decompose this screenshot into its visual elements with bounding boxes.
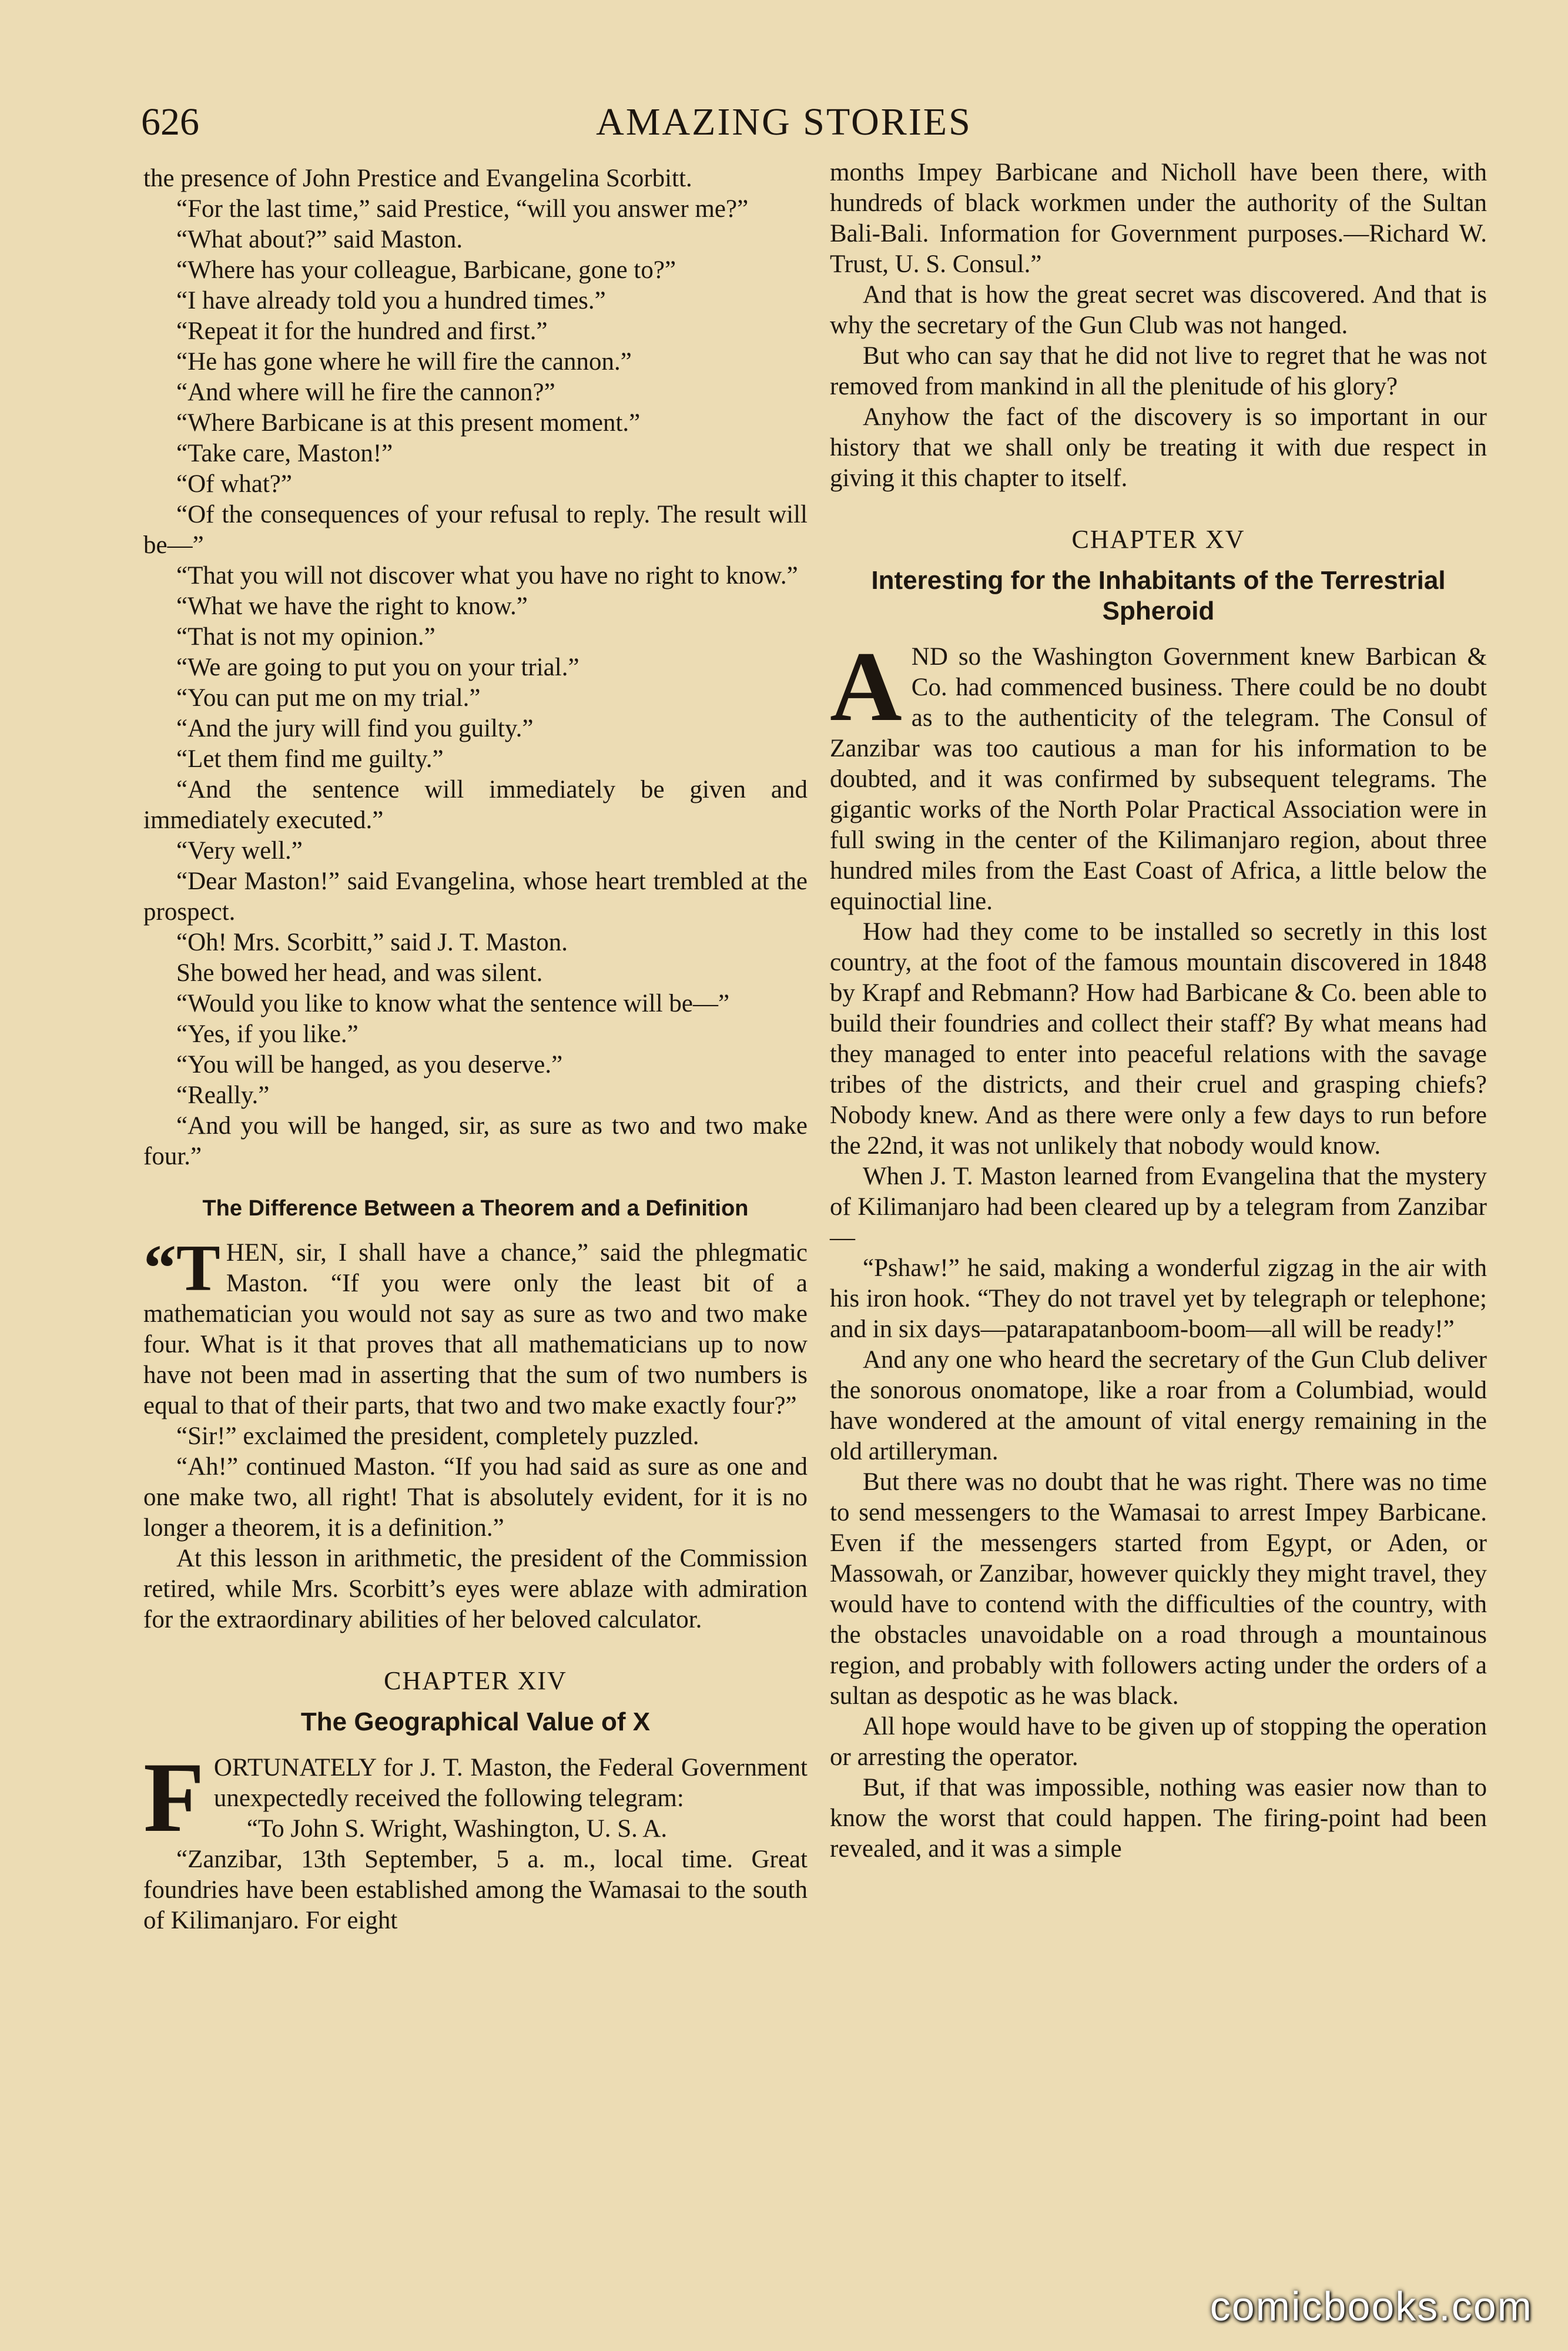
paragraph: “Ah!” continued Maston. “If you had said as sure as one and one make two, all right! That is absolutely evident, for it is no longer a theorem, it is a definition.” xyxy=(143,1453,808,1542)
paragraph: “Oh! Mrs. Scorbitt,” said J. T. Maston. xyxy=(176,929,568,956)
paragraph: “And the jury will find you guilty.” xyxy=(176,715,534,742)
running-title: AMAZING STORIES xyxy=(596,101,972,143)
paragraph: “And the sentence will immediately be given and immediately executed.” xyxy=(143,776,808,834)
paragraph: the presence of John Prestice and Evangelina Scorbitt. xyxy=(143,165,692,192)
paragraph: “What we have the right to know.” xyxy=(176,592,528,620)
paragraph: “Where Barbicane is at this present moment.” xyxy=(176,409,641,437)
paragraph: At this lesson in arithmetic, the president of the Commission retired, while Mrs. Scorbitt’s eyes were ablaze with admiration for the extraordinary abilities of her beloved calculator. xyxy=(143,1545,808,1633)
page-header xyxy=(0,100,1568,165)
paragraph: “You will be hanged, as you deserve.” xyxy=(176,1051,563,1079)
section-first-paragraph xyxy=(143,1232,808,1421)
drop-cap: “T xyxy=(143,1232,220,1305)
paragraph: “Sir!” exclaimed the president, completely puzzled. xyxy=(176,1422,699,1450)
paragraph: “Pshaw!” he said, making a wonderful zigzag in the air with his iron hook. “They do not travel yet by telegraph or telephone; and in six days—patarapatanboom-boom—all will be ready!” xyxy=(830,1254,1487,1343)
paragraph: “That is not my opinion.” xyxy=(176,623,435,651)
paragraph-text: ORTUNATELY for J. T. Maston, the Federal Government unexpectedly received the following telegram: xyxy=(213,1754,808,1812)
paragraph: “To John S. Wright, Washington, U. S. A. xyxy=(246,1815,668,1843)
paragraph: “Take care, Maston!” xyxy=(176,440,393,467)
paragraph: “Where has your colleague, Barbicane, gone to?” xyxy=(176,256,676,284)
paragraph: “What about?” said Maston. xyxy=(176,226,463,253)
paragraph: months Impey Barbicane and Nicholl have been there, with hundreds of black workmen under the authority of the Sultan Bali-Bali. Information for Government purposes.—Richard W. Trust, U. S. Consul.” xyxy=(830,159,1487,278)
paragraph: “For the last time,” said Prestice, “will you answer me?” xyxy=(176,195,749,223)
paragraph: When J. T. Maston learned from Evangelina that the mystery of Kilimanjaro had been cleared up by a telegram from Zanzibar— xyxy=(830,1163,1487,1251)
paragraph: “He has gone where he will fire the cannon.” xyxy=(176,348,632,376)
chapter-number: CHAPTER XV xyxy=(1071,525,1245,554)
paragraph: “Of the consequences of your refusal to reply. The result will be—” xyxy=(143,501,808,559)
paragraph: And any one who heard the secretary of the Gun Club deliver the sonorous onomatope, like a roar from a Columbiad, would have wondered at the amount of vital energy remaining in the old artilleryman. xyxy=(830,1346,1487,1465)
paragraph: But there was no doubt that he was right. There was no time to send messengers to the Wamasai to arrest Impey Barbicane. Even if the messengers started from Egypt, or Aden, or Massowah, or Zanzibar, however quickly they might travel, they would have to contend with the difficulties of the country, with the obstacles unavoidable on a road through a mountainous region, and probably with followers acting under the orders of a sultan as despotic as he was black. xyxy=(830,1468,1487,1710)
paragraph: But, if that was impossible, nothing was easier now than to know the worst that could happen. The firing-point had been revealed, and it was a simple xyxy=(830,1774,1487,1863)
section-heading: The Difference Between a Theorem and a Definition xyxy=(202,1196,749,1221)
chapter-title: The Geographical Value of X xyxy=(300,1707,651,1736)
drop-cap: A xyxy=(830,631,902,742)
page-number: 626 xyxy=(141,101,199,143)
paragraph: “Yes, if you like.” xyxy=(176,1020,359,1048)
left-column xyxy=(143,163,808,1936)
site-watermark: comicbooks.com xyxy=(1209,2283,1533,2329)
right-column xyxy=(830,158,1487,1864)
drop-cap: F xyxy=(143,1742,205,1853)
paragraph: But who can say that he did not live to regret that he was not removed from mankind in all the plenitude of his glory? xyxy=(830,342,1487,400)
paragraph: “And you will be hanged, sir, as sure as two and two make four.” xyxy=(143,1112,808,1170)
paragraph: And that is how the great secret was discovered. And that is why the secretary of the Gun Club was not hanged. xyxy=(830,281,1487,339)
paragraph-text: ND so the Washington Government knew Barbican & Co. had commenced business. There could be no doubt as to the authenticity of the telegram. The Consul of Zanzibar was too cautious a man for his information to be doubted, and it was confirmed by subsequent telegrams. The gigantic works of the North Polar Practical Association were in full swing in the center of the Kilimanjaro region, about three hundred miles from the East Coast of Africa, a little below the equinoctial line. xyxy=(830,643,1487,915)
paragraph: “Would you like to know what the sentence will be—” xyxy=(176,990,730,1017)
paragraph: She bowed her head, and was silent. xyxy=(176,959,543,987)
paragraph: Anyhow the fact of the discovery is so important in our history that we shall only be treating it with due respect in giving it this chapter to itself. xyxy=(830,403,1487,492)
paragraph: “We are going to put you on your trial.” xyxy=(176,654,579,681)
paragraph: “Let them find me guilty.” xyxy=(176,745,444,773)
paragraph: “Zanzibar, 13th September, 5 a. m., local time. Great foundries have been established among the Wamasai to the south of Kilimanjaro. For eight xyxy=(143,1846,808,1934)
paragraph: All hope would have to be given up of stopping the operation or arresting the operator. xyxy=(830,1713,1487,1771)
paragraph: “Very well.” xyxy=(176,837,303,865)
paragraph: “And where will he fire the cannon?” xyxy=(176,379,555,406)
chapter-first-paragraph xyxy=(830,631,1487,917)
paragraph: “Of what?” xyxy=(176,470,292,498)
paragraph: “Really.” xyxy=(176,1081,270,1109)
chapter-title: Interesting for the Inhabitants of the Terrestrial Spheroid xyxy=(871,566,1446,625)
paragraph: “Repeat it for the hundred and first.” xyxy=(176,317,548,345)
left-dialogue-block xyxy=(143,163,808,1172)
chapter-number: CHAPTER XIV xyxy=(384,1666,567,1695)
paragraph: “That you will not discover what you have no right to know.” xyxy=(176,562,798,590)
paragraph: How had they come to be installed so secretly in this lost country, at the foot of the famous mountain discovered in 1848 by Krapf and Rebmann? How had Barbicane & Co. been able to build their foundries and collect their staff? By what means had they managed to enter into peaceful relations with the savage tribes of the districts, and their cruel and grasping chiefs? Nobody knew. And as there were only a few days to run before the 22nd, it was not unlikely that nobody would know. xyxy=(830,918,1487,1160)
paragraph: “I have already told you a hundred times.” xyxy=(176,287,606,314)
paragraph: “You can put me on my trial.” xyxy=(176,684,481,712)
paragraph: “Dear Maston!” said Evangelina, whose heart trembled at the prospect. xyxy=(143,868,808,926)
paragraph-text: HEN, sir, I shall have a chance,” said the phlegmatic Maston. “If you were only the least bit of a mathematician you would not say as sure as two and two make four. What is it that proves that all mathematicians up to now have not been mad in asserting that the sum of two numbers is equal to that of their parts, that two and two make exactly four?” xyxy=(143,1239,808,1419)
